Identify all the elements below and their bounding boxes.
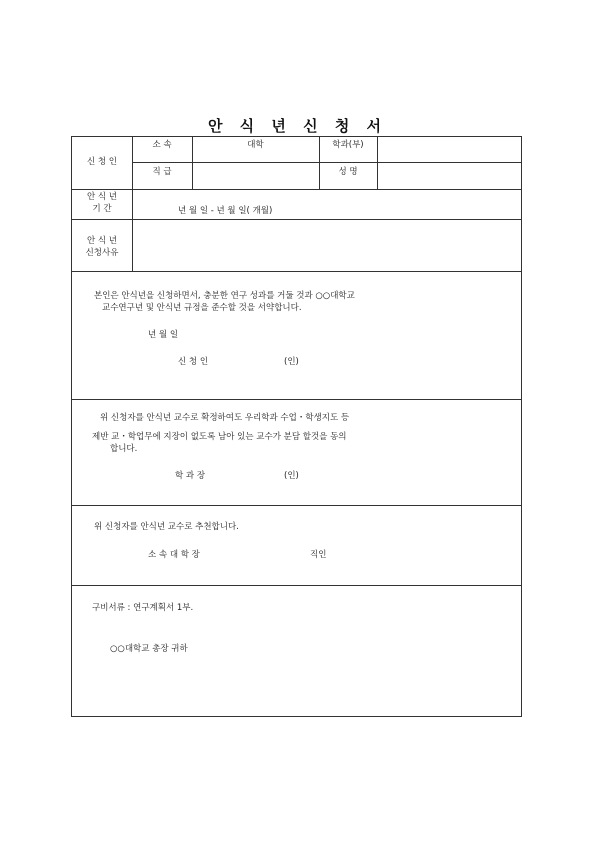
column-divider [132,137,133,271]
row-divider [72,505,522,506]
department-consent-text-line2: 제반 교・학업무에 지장이 없도록 남아 있는 교수가 분담 할것을 동의 [92,432,347,442]
period-label-line2: 기 간 [92,204,112,214]
department-label: 학과(부) [332,140,364,150]
pledge-signer: 신 청 인 [178,357,209,367]
pledge-seal: (인) [284,357,299,367]
pledge-date: 년 월 일 [148,330,179,340]
department-consent-text: 위 신청자를 안식년 교수로 확정하여도 우리학과 수업・학생지도 등 [100,413,350,423]
name-label: 성 명 [338,167,358,177]
row-divider [132,162,522,163]
row-divider [72,219,522,220]
column-divider [377,137,378,189]
period-value: 년 월 일 - 년 월 일( 개월) [178,206,273,216]
position-label: 직 급 [152,167,172,177]
department-consent-text-line3: 합니다. [110,444,138,454]
affiliation-label: 소 속 [152,140,172,150]
row-divider [72,189,522,190]
pledge-text: 본인은 안식년을 신청하면서, 충분한 연구 성과를 거둘 것과 ○○대학교 [94,291,355,301]
row-divider [72,271,522,272]
row-divider [72,399,522,400]
application-form [71,136,522,717]
dean-signer: 소 속 대 학 장 [148,550,200,560]
reason-label-line2: 신청사유 [85,248,119,258]
pledge-text-line2: 교수연구년 및 안식년 규정을 준수할 것을 서약합니다. [102,303,302,313]
reason-label: 안 식 년 [86,236,118,246]
row-divider [72,585,522,586]
dean-seal: 직인 [310,550,327,560]
dean-recommendation-text: 위 신청자를 안식년 교수로 추천합니다. [94,522,239,532]
college-value: 대학 [247,140,264,150]
attachments-text: 구비서류 : 연구계획서 1부. [92,603,194,613]
document-title: 안 식 년 신 청 서 [207,117,388,135]
department-head-seal: (인) [284,471,299,481]
period-label: 안 식 년 [86,192,118,202]
addressee-text: ○○대학교 총장 귀하 [110,644,188,654]
applicant-label: 신 청 인 [86,157,118,167]
department-head-signer: 학 과 장 [175,471,206,481]
